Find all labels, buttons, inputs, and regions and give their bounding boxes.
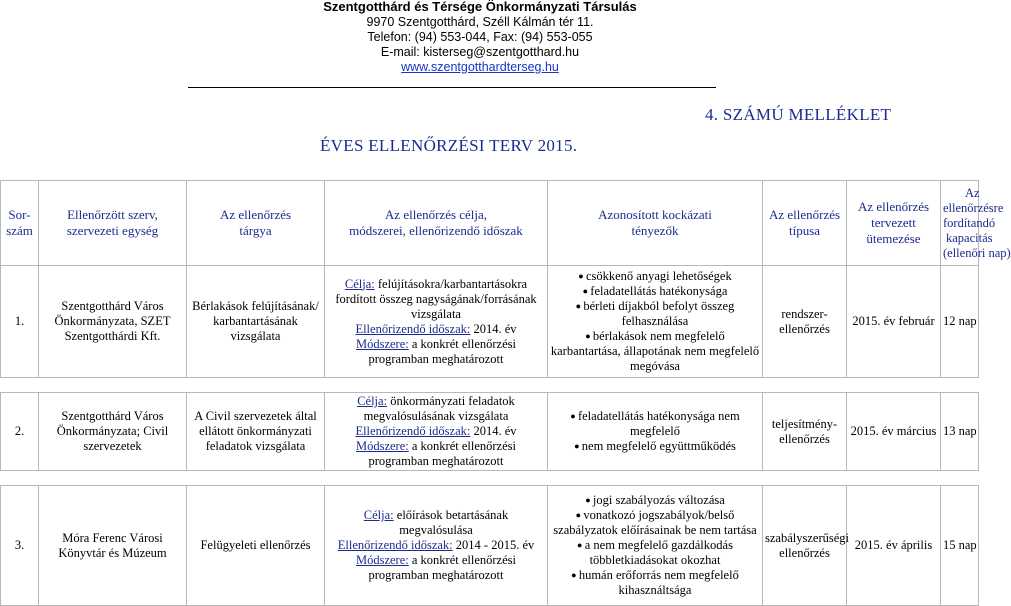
- org-website-line: [0, 60, 960, 74]
- row-spacer: [1, 471, 979, 486]
- document-title: ÉVES ELLENŐRZÉSI TERV 2015.: [320, 136, 578, 155]
- row-schedule: 2015. év február: [847, 266, 941, 378]
- row-goal: Célja: előírások betartásának megvalósulása Ellenőrizendő időszak: 2014 - 2015. év Módszere: a konkrét ellenőrzési programban meghatározott: [325, 486, 548, 606]
- row-risks: [548, 393, 763, 471]
- list-item: ● csökkenő anyagi lehetőségek: [550, 269, 760, 284]
- col-header-number: Sor- szám: [1, 181, 39, 266]
- row-capacity: 15 nap: [941, 486, 979, 606]
- row-risks: [548, 486, 763, 606]
- col-header-goal: Az ellenőrzés célja, módszerei, ellenőrizendő időszak: [325, 181, 548, 266]
- list-item: ● feladatellátás hatékonysága: [550, 284, 760, 299]
- table-row: [1, 393, 979, 471]
- col-header-capacity: Az ellenőrzésre fordítandó kapacitás (ellenőri nap): [941, 181, 979, 266]
- row-number: 1.: [1, 266, 39, 378]
- org-name: Szentgotthárd és Térsége Önkormányzati Társulás: [323, 0, 637, 14]
- row-entity: Móra Ferenc Városi Könyvtár és Múzeum: [39, 486, 187, 606]
- row-number: 2.: [1, 393, 39, 471]
- list-item: ● vonatkozó jogszabályok/belső szabályzatok előírásainak be nem tartása: [550, 508, 760, 538]
- row-capacity: 12 nap: [941, 266, 979, 378]
- annex-label: 4. SZÁMÚ MELLÉKLET: [705, 105, 892, 124]
- list-item: ● jogi szabályozás változása: [550, 493, 760, 508]
- row-goal: Célja: önkormányzati feladatok megvalósulásának vizsgálata Ellenőrizendő időszak: 2014. év Módszere: a konkrét ellenőrzési programban meghatározott: [325, 393, 548, 471]
- org-phone-fax: Telefon: (94) 553-044, Fax: (94) 553-055: [367, 30, 593, 44]
- table-row: [1, 486, 979, 606]
- list-item: ● bérleti díjakból befolyt összeg felhasználása: [550, 299, 760, 329]
- row-type: teljesítmény-ellenőrzés: [763, 393, 847, 471]
- org-address: 9970 Szentgotthárd, Széll Kálmán tér 11.: [366, 15, 594, 29]
- row-risks: [548, 266, 763, 378]
- header-row: [1, 181, 979, 266]
- row-entity: Szentgotthárd Város Önkormányzata, SZET Szentgotthárdi Kft.: [39, 266, 187, 378]
- col-header-subject: Az ellenőrzés tárgya: [187, 181, 325, 266]
- row-entity: Szentgotthárd Város Önkormányzata; Civil szervezetek: [39, 393, 187, 471]
- row-spacer: [1, 378, 979, 393]
- row-subject: Bérlakások felújításának/ karbantartásának vizsgálata: [187, 266, 325, 378]
- row-type: szabályszerűségi ellenőrzés: [763, 486, 847, 606]
- col-header-type: Az ellenőrzés típusa: [763, 181, 847, 266]
- row-schedule: 2015. év március: [847, 393, 941, 471]
- row-type: rendszer-ellenőrzés: [763, 266, 847, 378]
- list-item: ● feladatellátás hatékonysága nem megfelelő: [550, 409, 760, 439]
- list-item: ● humán erőforrás nem megfelelő kihasználtsága: [550, 568, 760, 598]
- row-capacity: 13 nap: [941, 393, 979, 471]
- row-subject: A Civil szervezetek által ellátott önkormányzati feladatok vizsgálata: [187, 393, 325, 471]
- col-header-risks: Azonosított kockázati tényezők: [548, 181, 763, 266]
- table-row: [1, 266, 979, 378]
- col-header-schedule: Az ellenőrzés tervezett ütemezése: [847, 181, 941, 266]
- row-number: 3.: [1, 486, 39, 606]
- list-item: ● nem megfelelő együttműködés: [550, 439, 760, 454]
- col-header-entity: Ellenőrzött szerv, szervezeti egység: [39, 181, 187, 266]
- list-item: ● bérlakások nem megfelelő karbantartása, állapotának nem megfelelő megóvása: [550, 329, 760, 374]
- row-goal: Célja: felújításokra/karbantartásokra fordított összeg nagyságának/forrásának vizsgálata Ellenőrizendő időszak: 2014. év Módszere: a konkrét ellenőrzési programban meghatározott: [325, 266, 548, 378]
- org-website-link[interactable]: www.szentgotthardterseg.hu: [401, 60, 559, 74]
- row-schedule: 2015. év április: [847, 486, 941, 606]
- row-subject: Felügyeleti ellenőrzés: [187, 486, 325, 606]
- org-email: E-mail: kisterseg@szentgotthard.hu: [380, 45, 580, 59]
- header-divider: [188, 87, 716, 88]
- audit-plan-table: [0, 180, 1011, 606]
- list-item: ● a nem megfelelő gazdálkodás többletkiadásokat okozhat: [550, 538, 760, 568]
